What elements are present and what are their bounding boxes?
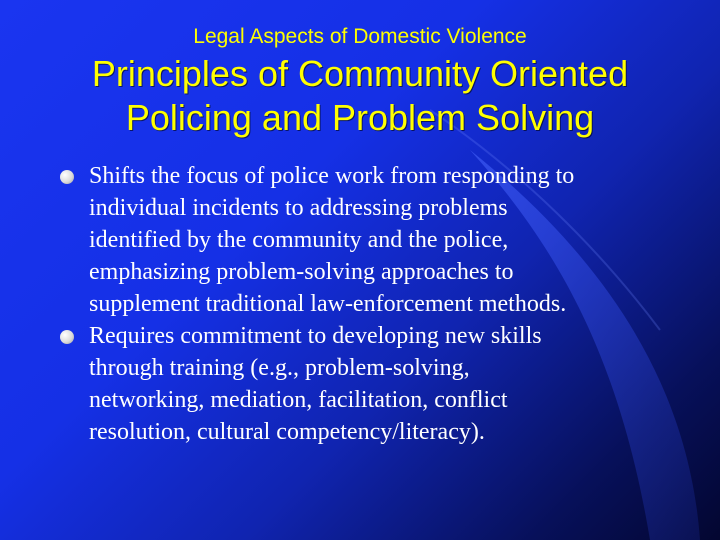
slide-title	[20, 52, 700, 140]
bullet-text	[89, 320, 670, 448]
bullet-item	[60, 320, 670, 448]
slide-supertitle: Legal Aspects of Domestic Violence	[193, 25, 527, 48]
bullet-line: emphasizing problem-solving approaches to	[89, 259, 514, 285]
slide-title-line: Principles of Community Oriented	[91, 53, 629, 94]
bullet-line: Requires commitment to developing new skills	[89, 323, 542, 349]
bullet-line: individual incidents to addressing problems	[89, 195, 508, 221]
sphere-bullet-icon	[60, 170, 74, 184]
bullet-list	[60, 160, 670, 448]
bullet-line: supplement traditional law-enforcement methods.	[89, 291, 567, 317]
bullet-line: through training (e.g., problem-solving,	[89, 355, 470, 381]
bullet-line: identified by the community and the police,	[89, 227, 509, 253]
bullet-text	[89, 160, 670, 320]
slide-title-line: Policing and Problem Solving	[125, 97, 595, 138]
bullet-item	[60, 160, 670, 320]
sphere-bullet-icon	[60, 330, 74, 344]
bullet-line: networking, mediation, facilitation, conflict	[89, 387, 508, 413]
bullet-line: resolution, cultural competency/literacy).	[89, 419, 485, 445]
bullet-line: Shifts the focus of police work from responding to	[89, 163, 575, 189]
